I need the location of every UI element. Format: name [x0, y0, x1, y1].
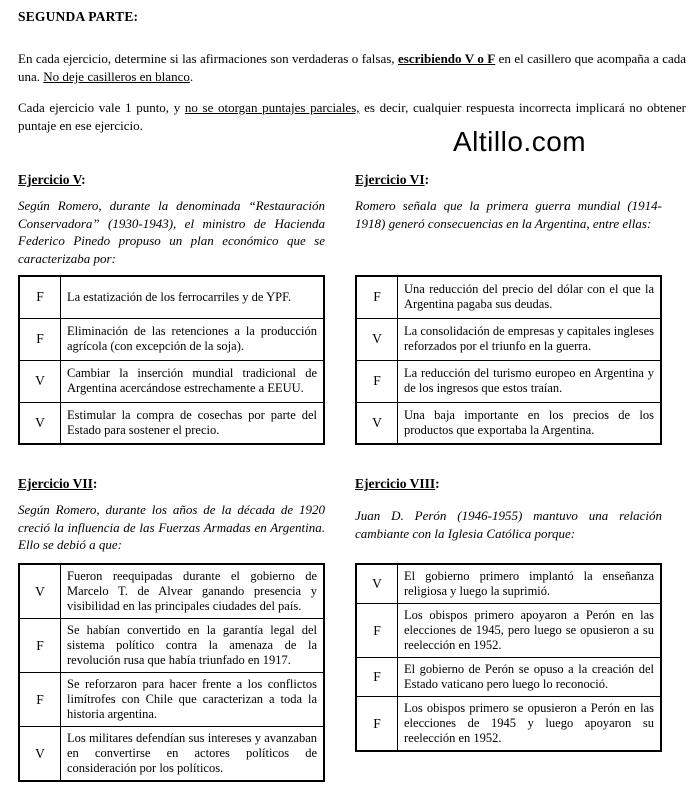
table-row	[356, 360, 661, 402]
instruction-segment: No deje casilleros en blanco	[43, 69, 190, 84]
exercise-prompt: Según Romero, durante los años de la década de 1920 creció la influencia de las Fuerzas Armadas en Argentina. Ello se debió a que:	[18, 502, 325, 552]
exercise-prompt: Según Romero, durante la denominada “Restauración Conservadora” (1930-1943), el ministro de Hacienda Federico Pinedo propuso un plan económico que se caracterizaba por:	[18, 198, 325, 266]
table-row	[19, 673, 324, 727]
statement-cell: Una reducción del precio del dólar con el que la Argentina pagaba sus deudas.	[398, 276, 662, 318]
table-row	[356, 564, 661, 604]
answer-cell: F	[356, 658, 398, 697]
instruction-segment: en el casillero que acompaña a cada una.	[18, 51, 687, 84]
answer-table-body	[356, 564, 661, 751]
answer-table	[18, 275, 325, 445]
instruction-segment: no se otorgan puntajes parciales,	[184, 100, 360, 115]
answer-cell: F	[19, 673, 61, 727]
statement-cell: El gobierno primero implantó la enseñanza religiosa y luego la suprimió.	[398, 564, 662, 604]
instruction-segment: Cada ejercicio vale 1 punto, y	[18, 100, 185, 115]
exercise-ejercicio-v	[18, 171, 325, 445]
statement-cell: La estatización de los ferrocarriles y de YPF.	[61, 276, 325, 318]
table-row	[356, 604, 661, 658]
exercise-heading	[18, 475, 325, 492]
answer-cell: F	[19, 276, 61, 318]
section-title: SEGUNDA PARTE:	[18, 9, 139, 24]
statement-cell: Fueron reequipadas durante el gobierno de Marcelo T. de Alvear ganando presencia y visibilidad en las principales ciudades del país.	[61, 564, 325, 619]
answer-cell: V	[356, 402, 398, 444]
statement-cell: Cambiar la inserción mundial tradicional de Argentina acercándose estrechamente a EEUU.	[61, 360, 325, 402]
answer-cell: V	[356, 318, 398, 360]
statement-cell: Se habían convertido en la garantía legal del sistema político contra la amenaza de la revolución rusa que había triunfado en 1917.	[61, 619, 325, 673]
statement-cell: Los obispos primero apoyaron a Perón en las elecciones de 1945, pero luego se opusieron a su reelección en 1952.	[398, 604, 662, 658]
answer-table-body	[19, 564, 324, 781]
table-row	[356, 658, 661, 697]
table-row	[19, 564, 324, 619]
exercises-grid	[18, 171, 700, 782]
table-row	[356, 318, 661, 360]
table-row	[356, 402, 661, 444]
answer-cell: F	[19, 619, 61, 673]
exercise-prompt: Romero señala que la primera guerra mundial (1914-1918) generó consecuencias en la Argentina, entre ellas:	[355, 198, 662, 231]
table-row	[19, 360, 324, 402]
exercise-title-colon: :	[92, 476, 98, 491]
answer-table-body	[356, 276, 661, 444]
answer-cell: F	[356, 697, 398, 752]
answer-table-body	[19, 276, 324, 444]
answer-cell: V	[19, 564, 61, 619]
table-row	[19, 727, 324, 782]
exercise-ejercicio-vii	[18, 475, 325, 782]
table-row	[19, 318, 324, 360]
instruction-segment: escribiendo V o F	[397, 51, 496, 66]
exercise-title-colon: :	[424, 172, 430, 187]
statement-cell: Se reforzaron para hacer frente a los conflictos limítrofes con Chile que caracterizan a toda la historia argentina.	[61, 673, 325, 727]
instruction-segment: .	[189, 69, 194, 84]
exercise-heading	[355, 171, 662, 188]
answer-cell: V	[356, 564, 398, 604]
exercise-title: Ejercicio V	[18, 172, 82, 187]
answer-cell: V	[19, 727, 61, 782]
exercise-title: Ejercicio VI	[355, 172, 425, 187]
answer-cell: F	[356, 276, 398, 318]
answer-table	[355, 275, 662, 445]
exercise-ejercicio-viii	[355, 475, 662, 782]
statement-cell: Los obispos primero se opusieron a Perón en las elecciones de 1945 y luego apoyaron su reelección en 1952.	[398, 697, 662, 752]
instruction-segment: es decir, cualquier respuesta incorrecta implicará no obtener puntaje en ese ejercicio.	[18, 100, 686, 133]
instruction-segment: En cada ejercicio, determine si las afirmaciones son verdaderas o falsas,	[18, 51, 398, 66]
exercise-title-colon: :	[81, 172, 86, 187]
exercise-title-colon: :	[435, 476, 440, 491]
statement-cell: Una baja importante en los precios de los productos que exportaba la Argentina.	[398, 402, 662, 444]
table-row	[19, 619, 324, 673]
statement-cell: La reducción del turismo europeo en Argentina y de los ingresos que estos traían.	[398, 360, 662, 402]
statement-cell: Estimular la compra de cosechas por parte del Estado para sostener el precio.	[61, 402, 325, 444]
exercise-heading	[355, 475, 662, 492]
answer-cell: V	[19, 402, 61, 444]
answer-table	[355, 563, 662, 752]
statement-cell: Eliminación de las retenciones a la producción agrícola (con excepción de la soja).	[61, 318, 325, 360]
answer-table	[18, 563, 325, 782]
statement-cell: La consolidación de empresas y capitales ingleses reforzados por el triunfo en la guerra.	[398, 318, 662, 360]
exercise-title: Ejercicio VII	[18, 476, 93, 491]
answer-cell: V	[19, 360, 61, 402]
answer-cell: F	[19, 318, 61, 360]
instructions-paragraph-1	[18, 50, 686, 86]
statement-cell: Los militares defendían sus intereses y avanzaban en convertirse en actores políticos de consideración por los políticos.	[61, 727, 325, 782]
table-row	[356, 276, 661, 318]
answer-cell: F	[356, 604, 398, 658]
exercise-prompt: Juan D. Perón (1946-1955) mantuvo una relación cambiante con la Iglesia Católica porque:	[355, 508, 662, 541]
answer-cell: F	[356, 360, 398, 402]
watermark: Altillo.com	[453, 126, 587, 157]
table-row	[19, 402, 324, 444]
table-row	[19, 276, 324, 318]
table-row	[356, 697, 661, 752]
exercise-title: Ejercicio VIII	[355, 476, 436, 491]
statement-cell: El gobierno de Perón se opuso a la creación del Estado vaticano pero luego lo reconoció.	[398, 658, 662, 697]
exercise-ejercicio-vi	[355, 171, 662, 445]
exercise-heading	[18, 171, 325, 188]
